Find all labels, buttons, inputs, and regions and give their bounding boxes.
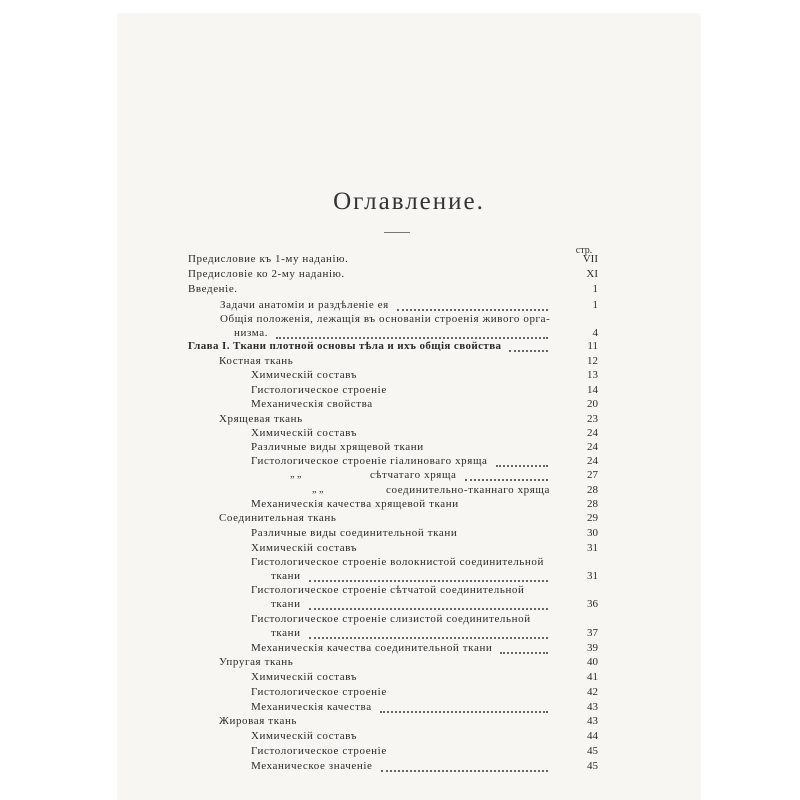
- toc-entry-page: 40: [587, 656, 598, 668]
- toc-entry-page: 13: [587, 369, 598, 381]
- toc-entry-title: Гистологическое строеніе слизистой соединительной: [251, 613, 531, 625]
- dot-leader: [381, 769, 548, 772]
- toc-entry-title: Различные виды хрящевой ткани: [251, 441, 424, 453]
- toc-entry: [0, 685, 800, 701]
- toc-entry: [0, 282, 800, 298]
- toc-entry-page: 39: [587, 642, 598, 654]
- toc-entry-title: Химическій составъ: [251, 369, 358, 381]
- toc-entry: [0, 267, 800, 283]
- toc-entry-title: Механическія свойства: [251, 398, 373, 410]
- toc-entry-title: Задачи анатоміи и раздѣленіе ея: [220, 298, 393, 312]
- toc-entry: [0, 526, 800, 542]
- toc-entry: [0, 670, 800, 686]
- toc-entry-page: 4: [592, 327, 598, 339]
- toc-entry: [0, 759, 800, 775]
- toc-entry-title: Гистологическое строеніе сѣтчатой соединительной: [251, 584, 525, 596]
- dot-leader: [380, 710, 548, 713]
- toc-entry-page: 30: [587, 527, 598, 539]
- toc-entry-page: 24: [587, 441, 598, 453]
- toc-entry-title: Предисловіе ко 2-му наданію.: [188, 268, 345, 280]
- toc-entry-page: 27: [587, 469, 598, 481]
- toc-entry-page: 42: [587, 686, 598, 698]
- toc-entry: [0, 368, 800, 384]
- toc-entry-title: ткани: [271, 626, 305, 640]
- toc-entry: [0, 655, 800, 671]
- page-title: Оглавление.: [333, 188, 485, 215]
- toc-entry-page: 11: [587, 340, 598, 352]
- toc-entry-page: 41: [587, 671, 598, 683]
- dot-leader: [500, 651, 548, 654]
- toc-entry: [0, 714, 800, 730]
- toc-entry-title: Механическое значеніе: [251, 759, 377, 773]
- toc-entry-page: 12: [587, 355, 598, 367]
- toc-entry-title: Механическія качества хрящевой ткани: [251, 498, 459, 510]
- dot-leader: [496, 464, 548, 467]
- toc-entry-title: Соединительная ткань: [219, 512, 337, 524]
- toc-entry-title: низма.: [234, 326, 272, 340]
- toc-entry-title: Гистологическое строеніе: [251, 384, 387, 396]
- toc-entry-title: Механическія качества соединительной ткани: [251, 641, 496, 655]
- toc-entry-title: Предисловие къ 1-му наданію.: [188, 253, 349, 265]
- toc-entry-title: Гистологическое строеніе волокнистой соединительной: [251, 556, 544, 568]
- dot-leader: [309, 579, 548, 582]
- toc-entry-title: Химическій составъ: [251, 730, 358, 742]
- toc-entry-title: Жировая ткань: [219, 715, 298, 727]
- toc-entry-page: 28: [587, 484, 598, 496]
- dot-leader: [465, 478, 548, 481]
- toc-entry-page: 28: [587, 498, 598, 510]
- toc-entry-page: 43: [587, 701, 598, 713]
- ditto-marks: „ „: [290, 469, 302, 480]
- toc-entry-page: 1: [592, 283, 598, 295]
- toc-entry-page: 45: [587, 745, 598, 757]
- toc-entry-page: XI: [586, 268, 598, 280]
- toc-entry: [0, 744, 800, 760]
- toc-entry-title: Гистологическое строеніе: [251, 686, 387, 698]
- toc-entry: [0, 252, 800, 268]
- dot-leader: [397, 308, 548, 311]
- toc-entry-title: Механическія качества: [251, 700, 376, 714]
- dot-leader: [309, 607, 548, 610]
- toc-entry-page: 37: [587, 627, 598, 639]
- toc-entry: [0, 597, 800, 613]
- ditto-marks: „ „: [312, 484, 324, 495]
- dot-leader: [509, 349, 548, 352]
- toc-entry: [0, 397, 800, 413]
- toc-entry-title: Глава I. Ткани плотной основы тѣла и ихъ общія свойства: [188, 339, 505, 353]
- toc-entry-page: 24: [587, 427, 598, 439]
- toc-entry-title: Введеніе.: [188, 283, 238, 295]
- toc-entry-title: Химическій составъ: [251, 542, 358, 554]
- toc-entry-title: сѣтчатаго хряща: [370, 468, 461, 482]
- toc-entry-title: Различные виды соединительной ткани: [251, 527, 458, 539]
- toc-entry-title: Хрящевая ткань: [219, 413, 303, 425]
- title-rule: [384, 232, 410, 233]
- toc-entry-page: 36: [587, 598, 598, 610]
- toc-entry: [0, 511, 800, 527]
- toc-entry: [0, 339, 800, 355]
- page-column-header: стр.: [575, 245, 593, 256]
- toc-entry-page: 14: [587, 384, 598, 396]
- toc-entry-page: 31: [587, 570, 598, 582]
- toc-entry: [0, 729, 800, 745]
- toc-entry-title: соединительно-тканнаго хряща: [386, 483, 554, 497]
- toc-entry-title: Гистологическое строеніе: [251, 745, 387, 757]
- toc-entry-title: ткани: [271, 597, 305, 611]
- toc-entry-page: 31: [587, 542, 598, 554]
- toc-entry-title: ткани: [271, 569, 305, 583]
- toc-entry-page: 43: [587, 715, 598, 727]
- toc-entry-title: Химическій составъ: [251, 671, 358, 683]
- toc-entry-page: 44: [587, 730, 598, 742]
- toc-entry-title: Упругая ткань: [219, 656, 294, 668]
- toc-entry-title: Химическій составъ: [251, 427, 358, 439]
- toc-entry-page: 23: [587, 413, 598, 425]
- toc-entry-title: Общія положенія, лежащія въ основаніи строенія живого орга-: [220, 313, 551, 325]
- toc-entry-title: Костная ткань: [219, 355, 294, 367]
- toc-entry-title: Гистологическое строеніе гіалиноваго хряща: [251, 454, 492, 468]
- toc-entry-page: 24: [587, 455, 598, 467]
- toc-entry-page: 20: [587, 398, 598, 410]
- toc-entry-page: 29: [587, 512, 598, 524]
- toc-entry: [0, 626, 800, 642]
- toc-entry: [0, 468, 800, 484]
- toc-entry-page: 45: [587, 760, 598, 772]
- dot-leader: [309, 636, 548, 639]
- toc-entry-page: 1: [592, 299, 598, 311]
- toc-entry-page: VII: [582, 253, 598, 265]
